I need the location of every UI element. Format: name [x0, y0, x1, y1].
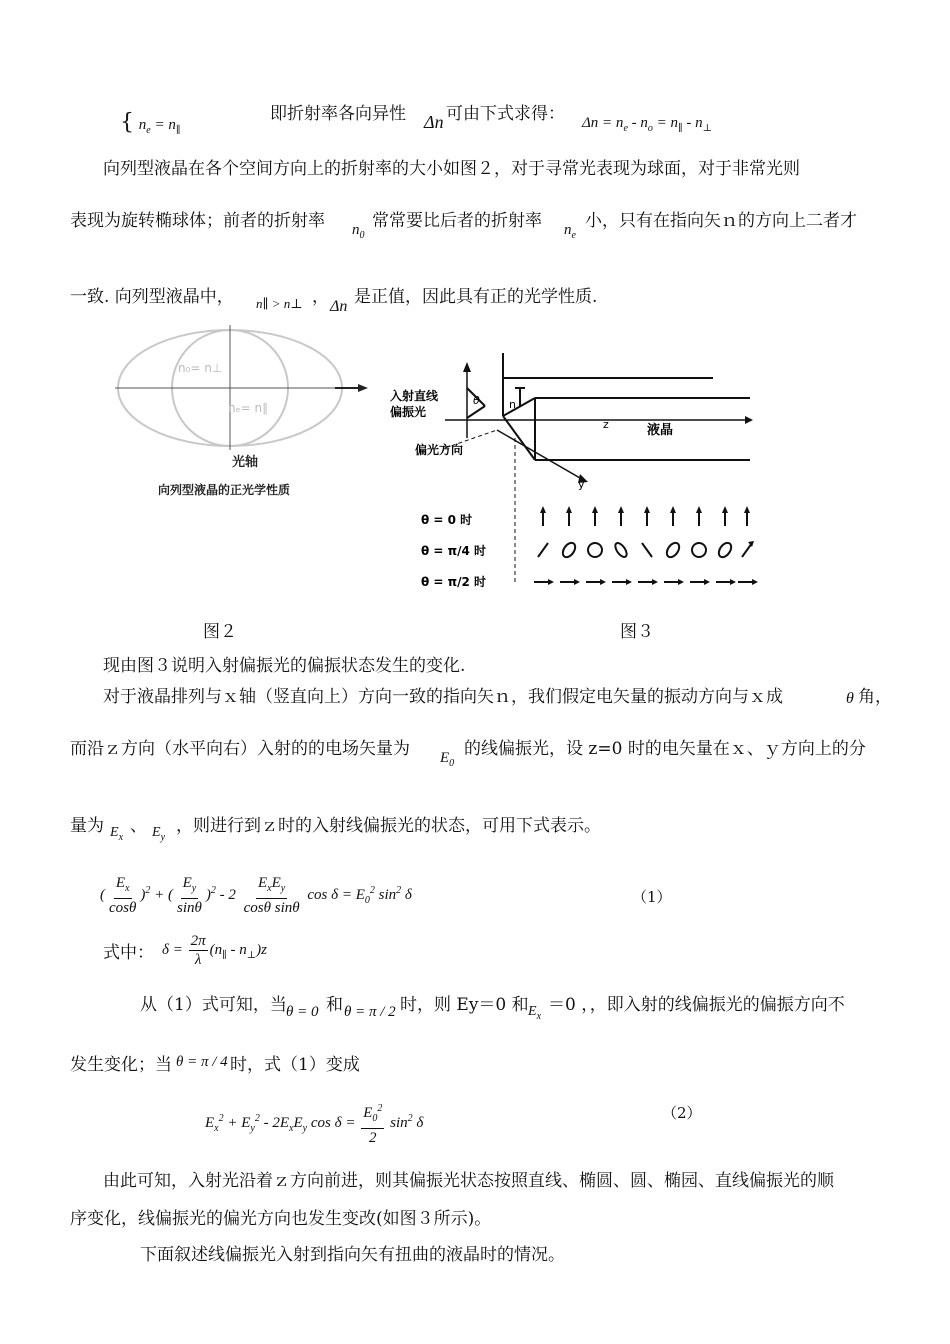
- arrow-head-icon: [678, 579, 684, 585]
- x-arrow-icon: [463, 362, 471, 372]
- lc-label: 液晶: [647, 423, 674, 438]
- ellipse-icon: [664, 541, 681, 560]
- arrow-head-icon: [752, 579, 758, 585]
- brace-expression: { $n_e = n_\parallel$: [120, 110, 181, 136]
- diagonal-line-icon: [642, 543, 652, 557]
- outer-label: nₑ= n∥: [228, 401, 269, 415]
- incident-label-2: 偏振光: [390, 405, 427, 419]
- equation-1: ( $\frac{E_x}{\cos\theta}$ )$^2$ + ( $\frac{E_y}{\sin\theta}$ )$^2$ - 2 $\frac{E_xE_y}{\text{cosθ sinθ}}$ $\cos \delta = E_0^2$ $\sin^2 \delta$: [100, 875, 412, 916]
- para3-line2b: 的线偏振光，设 z=0 时的电矢量在ｘ、ｙ方向上的分: [464, 739, 866, 759]
- eq-delta-label: 式中：: [103, 943, 154, 963]
- fig2-caption: 向列型液晶的正光学性质: [158, 483, 291, 497]
- delta-n-symbol: Δn: [424, 112, 444, 132]
- director-label: n: [509, 398, 516, 411]
- E0-symbol: $E_0$: [440, 750, 455, 769]
- arrow-head-icon: [704, 579, 710, 585]
- Ex-symbol-2: $E_x$: [528, 1004, 542, 1022]
- incident-label: 入射直线: [390, 389, 439, 403]
- arrow-head-icon: [358, 384, 368, 392]
- ellipse-icon: [560, 541, 577, 560]
- polarization-label: 偏光方向: [415, 443, 464, 457]
- z-label: z: [603, 418, 609, 431]
- y-label: y: [578, 478, 585, 491]
- arrow-head-icon: [722, 506, 728, 513]
- arrow-head-icon: [592, 506, 598, 513]
- arrow-head-icon: [574, 579, 580, 585]
- arrow-head-icon: [626, 579, 632, 585]
- ne-symbol: $n_e$: [564, 222, 576, 241]
- condition-2: θ = π / 2: [344, 1004, 396, 1020]
- ellipse-icon: [613, 541, 629, 559]
- para1-line3a: 一致. 向列型液晶中，: [70, 287, 234, 307]
- para3-line2a: 而沿ｚ方向（水平向右）入射的的电场矢量为: [70, 739, 410, 759]
- anisotropy-formula: $\Delta n = n_e - n_o = n_\parallel - n_\perp$: [582, 115, 713, 134]
- para5-line2: 序变化，线偏振光的偏光方向也发生变改(如图３所示)。: [70, 1209, 492, 1229]
- and-1: 和: [326, 995, 343, 1015]
- delta-n-2: Δn: [330, 298, 348, 315]
- figure-3: [385, 348, 765, 593]
- n0-symbol: $n_0$: [352, 222, 365, 241]
- anisotropy-text-2: 可由下式求得：: [446, 104, 565, 124]
- arrow-head-icon: [670, 506, 676, 513]
- para6: 下面叙述线偏振光入射到指向矢有扭曲的液晶时的情况。: [140, 1245, 565, 1265]
- equation-2: $E_x^2 + E_y^2 - 2E_xE_y$ cos δ = $\frac{E_0^2}{2}$ $\sin^2 \delta$: [205, 1100, 423, 1147]
- para1-line1: 向列型液晶在各个空间方向上的折射率的大小如图２，对于寻常光表现为球面，对于非常光则: [103, 159, 800, 179]
- para3-line1b: 角，: [858, 687, 892, 707]
- para3-line3b: ，则进行到ｚ时的入射线偏振光的状态，可用下式表示。: [176, 816, 601, 836]
- z-arrow-icon: [745, 416, 753, 424]
- Ey-symbol: $E_y$: [152, 825, 166, 843]
- comma: ，: [312, 287, 329, 307]
- anisotropy-text: 即折射率各向异性: [270, 104, 406, 124]
- para1-line2b: 常常要比后者的折射率: [372, 211, 542, 231]
- arrow-head-icon: [618, 506, 624, 513]
- ellipse-icon: [716, 541, 733, 560]
- diagonal-line-icon: [538, 543, 548, 557]
- arrow-head-icon: [600, 579, 606, 585]
- fig3-number: 图３: [620, 622, 654, 642]
- para1-line2a: 表现为旋转椭球体；前者的折射率: [70, 211, 325, 231]
- row3-label: θ = π/2 时: [421, 575, 487, 589]
- eq1-number: （1）: [632, 888, 672, 906]
- para1-line3b: 是正值，因此具有正的光学性质.: [354, 287, 598, 307]
- eq2-number: （2）: [662, 1104, 702, 1122]
- arrow-head-icon: [566, 506, 572, 513]
- para5-line1: 由此可知，入射光沿着ｚ方向前进，则其偏振光状态按照直线、椭圆、圆、椭园、直线偏振光的顺: [103, 1171, 834, 1191]
- theta-label: θ: [473, 394, 480, 407]
- para4-line1b: 时，则 Ey＝0 和: [400, 995, 529, 1015]
- para4-line2a: 发生变化；当: [70, 1055, 172, 1075]
- arrow-head-icon: [730, 579, 736, 585]
- arrow-head-icon: [540, 506, 546, 513]
- arrow-head-icon: [548, 579, 554, 585]
- figure-2: [110, 320, 370, 510]
- para4-line2b: 时，式（1）变成: [230, 1055, 360, 1075]
- separator: 、: [130, 816, 147, 836]
- para4-line1c: ＝0 ，，即入射的线偏振光的偏振方向不: [548, 995, 845, 1015]
- arrow-head-icon: [696, 506, 702, 513]
- para3-line1a: 对于液晶排列与ｘ轴（竖直向上）方向一致的指向矢ｎ，我们假定电矢量的振动方向与ｘ成: [103, 687, 783, 707]
- para1-line2c: 小，只有在指向矢ｎ的方向上二者才: [585, 211, 857, 231]
- condition-1: θ = 0: [286, 1004, 319, 1020]
- para4-line1a: 从（1）式可知，当: [140, 995, 287, 1015]
- optic-axis-label: 光轴: [232, 455, 259, 470]
- inner-label: n₀= n⊥: [178, 361, 223, 375]
- circle-icon: [588, 543, 602, 557]
- delta-definition: δ = $\frac{2\pi}{\lambda}$ $(n_\parallel - n_\perp)z$: [162, 933, 267, 968]
- arrow-head-icon: [744, 506, 750, 513]
- arrow-head-icon: [644, 506, 650, 513]
- inequality: n∥ > n⊥: [256, 296, 303, 311]
- circle-icon: [692, 543, 706, 557]
- arrow-head-icon: [652, 579, 658, 585]
- theta-symbol: θ: [846, 690, 854, 707]
- Ex-symbol: $E_x$: [110, 825, 124, 843]
- fig2-number: 图２: [203, 622, 237, 642]
- condition-3: θ = π / 4: [176, 1054, 228, 1070]
- row2-label: θ = π/4 时: [421, 544, 487, 558]
- para3-line3a: 量为: [70, 816, 104, 836]
- row1-label: θ = 0 时: [421, 513, 473, 527]
- para2: 现由图３说明入射偏振光的偏振状态发生的变化.: [103, 656, 466, 676]
- polarization-states: [534, 506, 758, 585]
